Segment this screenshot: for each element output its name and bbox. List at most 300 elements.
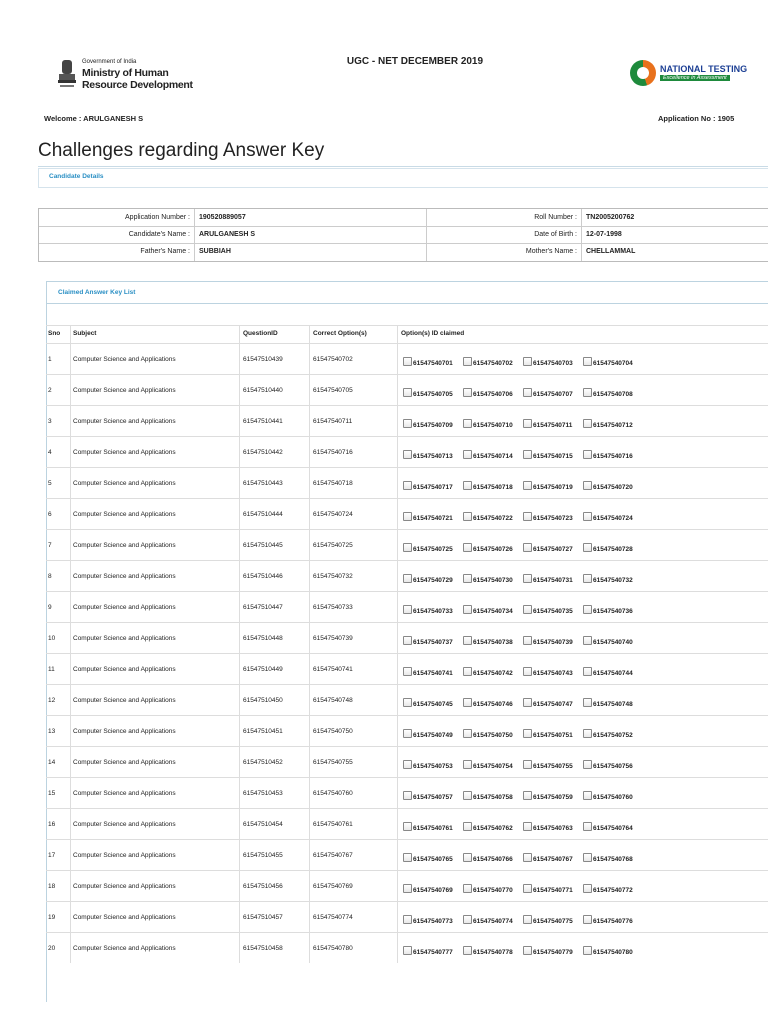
row-subject: Computer Science and Applications (73, 542, 176, 549)
option-claim-checkbox[interactable] (523, 450, 573, 460)
option-claim-checkbox[interactable] (523, 388, 573, 398)
option-claim-checkbox[interactable] (463, 853, 513, 863)
option-claim-checkbox[interactable] (583, 419, 633, 429)
checkbox-icon[interactable] (523, 791, 532, 800)
option-claim-checkbox[interactable] (583, 481, 633, 491)
checkbox-icon[interactable] (463, 388, 472, 397)
option-claim-checkbox[interactable] (403, 946, 453, 956)
option-claim-checkbox[interactable] (403, 822, 453, 832)
option-claim-checkbox[interactable] (463, 946, 513, 956)
row-question-id: 61547510451 (243, 728, 283, 735)
checkbox-icon[interactable] (463, 543, 472, 552)
option-id-label: 61547540720 (593, 484, 633, 491)
option-id-label: 61547540766 (473, 856, 513, 863)
checkbox-icon[interactable] (463, 419, 472, 428)
mother-name-label: Mother's Name : (525, 248, 577, 255)
row-sno: 12 (48, 697, 56, 704)
option-claim-checkbox[interactable] (523, 574, 573, 584)
option-claim-checkbox[interactable] (463, 760, 513, 770)
checkbox-icon[interactable] (583, 419, 592, 428)
checkbox-icon[interactable] (583, 698, 592, 707)
option-claim-checkbox[interactable] (583, 822, 633, 832)
checkbox-icon[interactable] (523, 357, 532, 366)
checkbox-icon[interactable] (523, 419, 532, 428)
option-id-label: 61547540767 (533, 856, 573, 863)
father-name-label: Father's Name : (140, 248, 190, 255)
checkbox-icon[interactable] (463, 822, 472, 831)
checkbox-icon[interactable] (583, 791, 592, 800)
checkbox-icon[interactable] (583, 543, 592, 552)
col-header-options-claimed: Option(s) ID claimed (401, 330, 465, 337)
row-question-id: 61547510447 (243, 604, 283, 611)
option-id-label: 61547540728 (593, 546, 633, 553)
checkbox-icon[interactable] (403, 574, 412, 583)
table-row (46, 498, 768, 530)
checkbox-icon[interactable] (583, 853, 592, 862)
option-claim-checkbox[interactable] (463, 450, 513, 460)
option-claim-checkbox[interactable] (463, 791, 513, 801)
option-claim-checkbox[interactable] (523, 667, 573, 677)
checkbox-icon[interactable] (463, 636, 472, 645)
option-claim-checkbox[interactable] (403, 512, 453, 522)
row-question-id: 61547510453 (243, 790, 283, 797)
grid-divider (426, 209, 427, 261)
row-subject: Computer Science and Applications (73, 790, 176, 797)
option-id-label: 61547540735 (533, 608, 573, 615)
option-id-label: 61547540780 (593, 949, 633, 956)
table-row (46, 529, 768, 561)
option-id-label: 61547540750 (473, 732, 513, 739)
row-correct-option: 61547540702 (313, 356, 353, 363)
row-sno: 15 (48, 790, 56, 797)
checkbox-icon[interactable] (523, 915, 532, 924)
table-row (46, 436, 768, 468)
dob-value: 12-07-1998 (586, 231, 622, 238)
option-id-label: 61547540756 (593, 763, 633, 770)
table-row (46, 901, 768, 933)
checkbox-icon[interactable] (463, 667, 472, 676)
option-id-label: 61547540775 (533, 918, 573, 925)
row-correct-option: 61547540774 (313, 914, 353, 921)
row-correct-option: 61547540732 (313, 573, 353, 580)
option-claim-checkbox[interactable] (403, 574, 453, 584)
checkbox-icon[interactable] (403, 729, 412, 738)
option-claim-checkbox[interactable] (583, 450, 633, 460)
checkbox-icon[interactable] (583, 636, 592, 645)
option-claim-checkbox[interactable] (583, 574, 633, 584)
checkbox-icon[interactable] (523, 946, 532, 955)
option-claim-checkbox[interactable] (523, 481, 573, 491)
option-id-label: 61547540704 (593, 360, 633, 367)
checkbox-icon[interactable] (523, 884, 532, 893)
checkbox-icon[interactable] (583, 357, 592, 366)
checkbox-icon[interactable] (523, 481, 532, 490)
checkbox-icon[interactable] (523, 729, 532, 738)
option-id-label: 61547540758 (473, 794, 513, 801)
option-id-label: 61547540759 (533, 794, 573, 801)
option-claim-checkbox[interactable] (583, 698, 633, 708)
checkbox-icon[interactable] (583, 760, 592, 769)
option-id-label: 61547540770 (473, 887, 513, 894)
checkbox-icon[interactable] (463, 791, 472, 800)
checkbox-icon[interactable] (463, 481, 472, 490)
checkbox-icon[interactable] (583, 481, 592, 490)
option-id-label: 61547540763 (533, 825, 573, 832)
checkbox-icon[interactable] (403, 698, 412, 707)
option-id-label: 61547540757 (413, 794, 453, 801)
option-claim-checkbox[interactable] (523, 357, 573, 367)
option-claim-checkbox[interactable] (403, 853, 453, 863)
option-claim-checkbox[interactable] (583, 791, 633, 801)
table-row (46, 870, 768, 902)
option-claim-checkbox[interactable] (523, 884, 573, 894)
checkbox-icon[interactable] (403, 760, 412, 769)
option-claim-checkbox[interactable] (403, 915, 453, 925)
option-claim-checkbox[interactable] (403, 543, 453, 553)
nta-name: NATIONAL TESTING (660, 64, 748, 74)
option-claim-checkbox[interactable] (403, 729, 453, 739)
option-claim-checkbox[interactable] (583, 884, 633, 894)
claimed-divider (46, 303, 768, 304)
row-question-id: 61547510452 (243, 759, 283, 766)
option-id-label: 61547540754 (473, 763, 513, 770)
table-row (46, 467, 768, 499)
row-sno: 3 (48, 418, 52, 425)
option-id-label: 61547540718 (473, 484, 513, 491)
table-row (46, 405, 768, 437)
option-id-label: 61547540707 (533, 391, 573, 398)
dob-label: Date of Birth : (534, 231, 577, 238)
option-id-label: 61547540730 (473, 577, 513, 584)
row-subject: Computer Science and Applications (73, 914, 176, 921)
checkbox-icon[interactable] (583, 388, 592, 397)
option-claim-checkbox[interactable] (463, 605, 513, 615)
father-name-value: SUBBIAH (199, 248, 231, 255)
option-id-label: 61547540713 (413, 453, 453, 460)
option-claim-checkbox[interactable] (403, 760, 453, 770)
option-claim-checkbox[interactable] (463, 884, 513, 894)
checkbox-icon[interactable] (523, 605, 532, 614)
checkbox-icon[interactable] (523, 574, 532, 583)
checkbox-icon[interactable] (523, 388, 532, 397)
col-header-subject: Subject (73, 330, 97, 337)
option-id-label: 61547540701 (413, 360, 453, 367)
checkbox-icon[interactable] (403, 667, 412, 676)
option-id-label: 61547540729 (413, 577, 453, 584)
option-id-label: 61547540712 (593, 422, 633, 429)
checkbox-icon[interactable] (463, 512, 472, 521)
checkbox-icon[interactable] (463, 605, 472, 614)
checkbox-icon[interactable] (523, 450, 532, 459)
option-id-label: 61547540721 (413, 515, 453, 522)
option-id-label: 61547540717 (413, 484, 453, 491)
grid-divider (194, 209, 195, 261)
checkbox-icon[interactable] (523, 853, 532, 862)
checkbox-icon[interactable] (403, 357, 412, 366)
checkbox-icon[interactable] (523, 636, 532, 645)
checkbox-icon[interactable] (523, 698, 532, 707)
row-question-id: 61547510445 (243, 542, 283, 549)
checkbox-icon[interactable] (583, 512, 592, 521)
option-claim-checkbox[interactable] (523, 419, 572, 429)
option-id-label: 61547540748 (593, 701, 633, 708)
option-claim-checkbox[interactable] (463, 636, 513, 646)
nta-logo-icon (630, 60, 656, 86)
checkbox-icon[interactable] (523, 667, 532, 676)
mother-name-value: CHELLAMMAL (586, 248, 636, 255)
row-subject: Computer Science and Applications (73, 759, 176, 766)
option-id-label: 61547540740 (593, 639, 633, 646)
checkbox-icon[interactable] (403, 791, 412, 800)
row-correct-option: 61547540718 (313, 480, 353, 487)
option-id-label: 61547540769 (413, 887, 453, 894)
checkbox-icon[interactable] (583, 822, 592, 831)
option-claim-checkbox[interactable] (463, 698, 513, 708)
checkbox-icon[interactable] (463, 729, 472, 738)
row-question-id: 61547510448 (243, 635, 283, 642)
option-claim-checkbox[interactable] (583, 357, 633, 367)
option-claim-checkbox[interactable] (463, 543, 513, 553)
checkbox-icon[interactable] (463, 450, 472, 459)
checkbox-icon[interactable] (463, 884, 472, 893)
checkbox-icon[interactable] (583, 884, 592, 893)
checkbox-icon[interactable] (403, 915, 412, 924)
row-subject: Computer Science and Applications (73, 356, 176, 363)
option-id-label: 61547540755 (533, 763, 573, 770)
row-sno: 9 (48, 604, 52, 611)
row-subject: Computer Science and Applications (73, 449, 176, 456)
row-sno: 11 (48, 666, 55, 673)
option-claim-checkbox[interactable] (403, 419, 453, 429)
row-question-id: 61547510450 (243, 697, 283, 704)
option-claim-checkbox[interactable] (463, 574, 513, 584)
row-question-id: 61547510454 (243, 821, 283, 828)
checkbox-icon[interactable] (403, 946, 412, 955)
table-row (46, 932, 768, 964)
checkbox-icon[interactable] (463, 760, 472, 769)
row-subject: Computer Science and Applications (73, 418, 176, 425)
option-claim-checkbox[interactable] (523, 605, 573, 615)
option-claim-checkbox[interactable] (463, 915, 513, 925)
col-header-correct-option: Correct Option(s) (313, 330, 367, 337)
grid-divider (581, 209, 582, 261)
checkbox-icon[interactable] (583, 729, 592, 738)
option-claim-checkbox[interactable] (523, 853, 573, 863)
option-claim-checkbox[interactable] (583, 667, 633, 677)
row-sno: 1 (48, 356, 52, 363)
checkbox-icon[interactable] (403, 884, 412, 893)
row-subject: Computer Science and Applications (73, 511, 176, 518)
row-subject: Computer Science and Applications (73, 728, 176, 735)
row-subject: Computer Science and Applications (73, 821, 176, 828)
option-claim-checkbox[interactable] (583, 605, 633, 615)
option-id-label: 61547540774 (473, 918, 513, 925)
row-correct-option: 61547540767 (313, 852, 353, 859)
checkbox-icon[interactable] (463, 915, 472, 924)
option-id-label: 61547540715 (533, 453, 573, 460)
application-number-value: 190520889057 (199, 214, 246, 221)
checkbox-icon[interactable] (583, 574, 592, 583)
checkbox-icon[interactable] (403, 512, 412, 521)
row-subject: Computer Science and Applications (73, 480, 176, 487)
option-claim-checkbox[interactable] (523, 760, 573, 770)
row-correct-option: 61547540780 (313, 945, 353, 952)
option-id-label: 61547540731 (533, 577, 573, 584)
row-subject: Computer Science and Applications (73, 945, 176, 952)
checkbox-icon[interactable] (583, 605, 592, 614)
row-subject: Computer Science and Applications (73, 883, 176, 890)
option-id-label: 61547540705 (413, 391, 453, 398)
option-claim-checkbox[interactable] (403, 698, 453, 708)
option-id-label: 61547540764 (593, 825, 633, 832)
row-correct-option: 61547540724 (313, 511, 353, 518)
option-claim-checkbox[interactable] (583, 853, 633, 863)
checkbox-icon[interactable] (523, 512, 532, 521)
claimed-answer-key-heading: Claimed Answer Key List (58, 289, 136, 296)
option-id-label: 61547540749 (413, 732, 453, 739)
table-row (46, 560, 768, 592)
row-sno: 6 (48, 511, 52, 518)
option-claim-checkbox[interactable] (583, 543, 633, 553)
checkbox-icon[interactable] (463, 574, 472, 583)
option-id-label: 61547540709 (413, 422, 453, 429)
option-claim-checkbox[interactable] (583, 636, 633, 646)
option-claim-checkbox[interactable] (523, 915, 573, 925)
option-claim-checkbox[interactable] (583, 915, 633, 925)
option-claim-checkbox[interactable] (463, 512, 513, 522)
option-claim-checkbox[interactable] (403, 791, 453, 801)
option-claim-checkbox[interactable] (463, 822, 513, 832)
checkbox-icon[interactable] (523, 760, 532, 769)
row-correct-option: 61547540725 (313, 542, 353, 549)
checkbox-icon[interactable] (403, 543, 412, 552)
option-id-label: 61547540741 (413, 670, 453, 677)
govt-of-india-text: Government of India (82, 59, 137, 65)
option-claim-checkbox[interactable] (583, 512, 633, 522)
checkbox-icon[interactable] (403, 419, 412, 428)
option-claim-checkbox[interactable] (523, 698, 573, 708)
row-sno: 4 (48, 449, 52, 456)
option-claim-checkbox[interactable] (403, 884, 453, 894)
checkbox-icon[interactable] (583, 915, 592, 924)
table-border (46, 325, 768, 326)
row-question-id: 61547510458 (243, 945, 283, 952)
row-subject: Computer Science and Applications (73, 573, 176, 580)
option-claim-checkbox[interactable] (523, 822, 573, 832)
checkbox-icon[interactable] (523, 543, 532, 552)
checkbox-icon[interactable] (523, 822, 532, 831)
option-id-label: 61547540732 (593, 577, 633, 584)
row-question-id: 61547510444 (243, 511, 283, 518)
option-claim-checkbox[interactable] (463, 357, 513, 367)
option-id-label: 61547540723 (533, 515, 573, 522)
table-row (46, 591, 768, 623)
option-claim-checkbox[interactable] (523, 791, 573, 801)
checkbox-icon[interactable] (403, 822, 412, 831)
row-correct-option: 61547540769 (313, 883, 353, 890)
checkbox-icon[interactable] (403, 636, 412, 645)
option-claim-checkbox[interactable] (463, 388, 513, 398)
checkbox-icon[interactable] (403, 853, 412, 862)
option-claim-checkbox[interactable] (403, 667, 453, 677)
option-claim-checkbox[interactable] (403, 357, 453, 367)
checkbox-icon[interactable] (583, 667, 592, 676)
option-id-label: 61547540752 (593, 732, 633, 739)
row-subject: Computer Science and Applications (73, 666, 176, 673)
row-sno: 19 (48, 914, 56, 921)
row-subject: Computer Science and Applications (73, 852, 176, 859)
option-claim-checkbox[interactable] (403, 605, 453, 615)
checkbox-icon[interactable] (463, 853, 472, 862)
option-claim-checkbox[interactable] (523, 636, 573, 646)
option-id-label: 61547540773 (413, 918, 453, 925)
checkbox-icon[interactable] (403, 481, 412, 490)
table-row (46, 839, 768, 871)
nta-tagline: Excellence in Assessment (660, 75, 730, 81)
row-question-id: 61547510446 (243, 573, 283, 580)
option-claim-checkbox[interactable] (463, 481, 513, 491)
option-claim-checkbox[interactable] (403, 481, 453, 491)
option-id-label: 61547540726 (473, 546, 513, 553)
candidate-name-label: Candidate's Name : (128, 231, 190, 238)
checkbox-icon[interactable] (583, 450, 592, 459)
checkbox-icon[interactable] (403, 605, 412, 614)
option-claim-checkbox[interactable] (403, 388, 453, 398)
row-subject: Computer Science and Applications (73, 635, 176, 642)
page-title: Challenges regarding Answer Key (38, 140, 325, 161)
option-id-label: 61547540745 (413, 701, 453, 708)
option-id-label: 61547540765 (413, 856, 453, 863)
option-id-label: 61547540779 (533, 949, 573, 956)
checkbox-icon[interactable] (403, 450, 412, 459)
option-claim-checkbox[interactable] (583, 388, 633, 398)
option-id-label: 61547540734 (473, 608, 513, 615)
option-claim-checkbox[interactable] (523, 543, 573, 553)
option-claim-checkbox[interactable] (403, 450, 453, 460)
checkbox-icon[interactable] (463, 946, 472, 955)
exam-title: UGC - NET DECEMBER 2019 (346, 56, 484, 67)
option-claim-checkbox[interactable] (463, 419, 513, 429)
option-claim-checkbox[interactable] (403, 636, 453, 646)
checkbox-icon[interactable] (403, 388, 412, 397)
option-claim-checkbox[interactable] (523, 729, 573, 739)
checkbox-icon[interactable] (583, 946, 592, 955)
option-id-label: 61547540708 (593, 391, 633, 398)
option-claim-checkbox[interactable] (583, 760, 633, 770)
option-claim-checkbox[interactable] (463, 667, 513, 677)
option-claim-checkbox[interactable] (463, 729, 513, 739)
option-id-label: 61547540772 (593, 887, 633, 894)
checkbox-icon[interactable] (463, 698, 472, 707)
option-id-label: 61547540710 (473, 422, 513, 429)
checkbox-icon[interactable] (463, 357, 472, 366)
option-claim-checkbox[interactable] (583, 946, 633, 956)
option-id-label: 61547540711 (533, 422, 573, 429)
option-claim-checkbox[interactable] (523, 512, 573, 522)
option-id-label: 61547540771 (533, 887, 573, 894)
row-question-id: 61547510442 (243, 449, 283, 456)
option-id-label: 61547540761 (413, 825, 453, 832)
row-sno: 7 (48, 542, 52, 549)
row-sno: 2 (48, 387, 52, 394)
candidate-details-heading: Candidate Details (49, 173, 104, 180)
row-subject: Computer Science and Applications (73, 387, 176, 394)
option-claim-checkbox[interactable] (523, 946, 573, 956)
col-header-question-id: QuestionID (243, 330, 278, 337)
title-divider (38, 166, 768, 167)
ministry-name: Ministry of Human Resource Development (82, 67, 193, 91)
option-claim-checkbox[interactable] (583, 729, 633, 739)
